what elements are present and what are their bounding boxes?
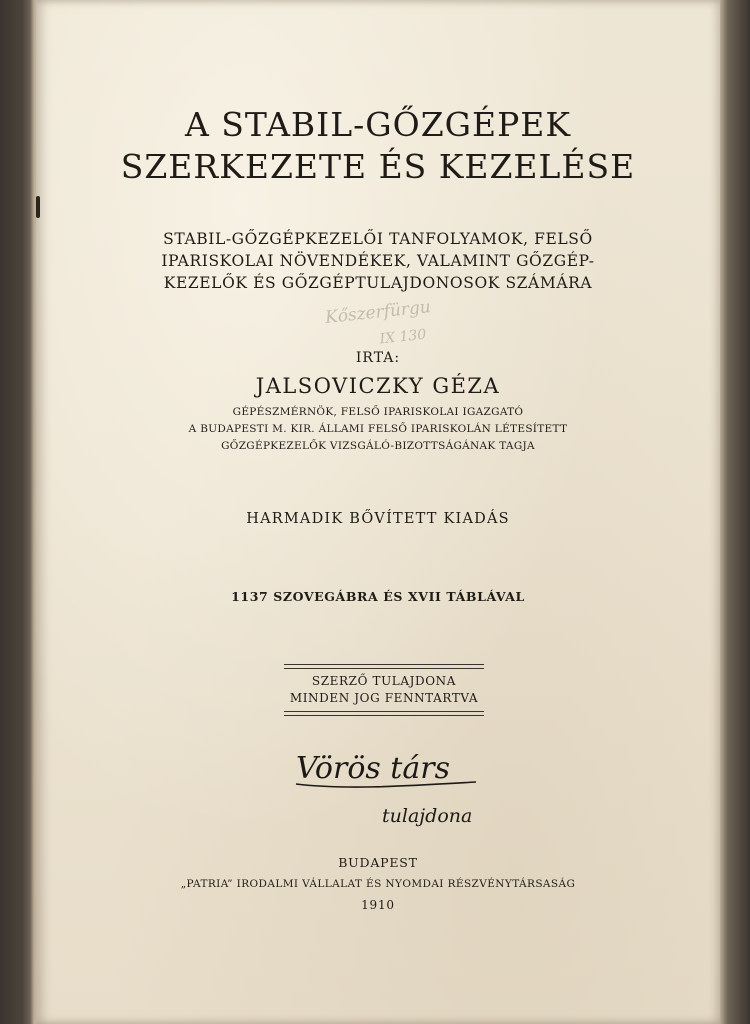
title-line-2: SZERKEZETE ÉS KEZELÉSE <box>120 147 636 186</box>
pencil-note-line-1: Kőszerfürgu <box>324 297 432 329</box>
rights-line-2: MINDEN JOG FENNTARTVA <box>289 691 479 705</box>
by-label: IRTA: <box>355 350 401 366</box>
imprint-year: 1910 <box>361 898 395 912</box>
pencil-note-line-2: IX 130 <box>378 326 428 348</box>
imprint-block <box>36 855 720 912</box>
author-name: JALSOVICZKY GÉZA <box>255 374 501 398</box>
rights-top-rule <box>284 664 484 669</box>
owner-signature <box>286 738 526 838</box>
author-title-line-2: A BUDAPESTI M. KIR. ÁLLAMI FELSŐ IPARISKOLÁN LÉTESÍTETT <box>188 423 568 435</box>
edition-block <box>36 511 720 527</box>
subtitle-line-1: STABIL-GŐZGÉPKEZELŐI TANFOLYAMOK, FELSŐ <box>163 230 593 248</box>
author-block <box>36 350 720 455</box>
rights-bottom-rule <box>284 711 484 716</box>
subtitle-block <box>36 228 720 294</box>
imprint-city: BUDAPEST <box>338 855 418 870</box>
rights-box <box>284 664 484 716</box>
figures-text: 1137 SZOVEGÁBRA ÉS XVII TÁBLÁVAL <box>231 589 525 604</box>
figures-block <box>36 589 720 604</box>
title-line-1: A STABIL-GŐZGÉPEK <box>184 105 572 144</box>
title-page <box>36 0 720 1024</box>
binding-mark <box>36 196 40 218</box>
subtitle-line-3: KEZELŐK ÉS GŐZGÉPTULAJDONOSOK SZÁMÁRA <box>163 274 593 292</box>
rights-line-1: SZERZŐ TULAJDONA <box>311 674 457 688</box>
imprint-publisher: „PATRIA” IRODALMI VÁLLALAT ÉS NYOMDAI RÉSZVÉNYTÁRSASÁG <box>180 878 576 890</box>
author-title-line-1: GÉPÉSZMÉRNÖK, FELSŐ IPARISKOLAI IGAZGATÓ <box>232 406 524 418</box>
signature-line-1: Vörös társ <box>296 751 450 786</box>
title-block <box>36 105 720 186</box>
subtitle-line-2: IPARISKOLAI NÖVENDÉKEK, VALAMINT GŐZGÉP- <box>161 252 595 270</box>
author-title-line-3: GŐZGÉPKEZELŐK VIZSGÁLÓ-BIZOTTSÁGÁNAK TAGJA <box>221 440 535 452</box>
pencil-note <box>318 292 468 352</box>
signature-line-2: tulajdona <box>382 805 473 827</box>
edition-text: HARMADIK BŐVÍTETT KIADÁS <box>246 511 510 527</box>
